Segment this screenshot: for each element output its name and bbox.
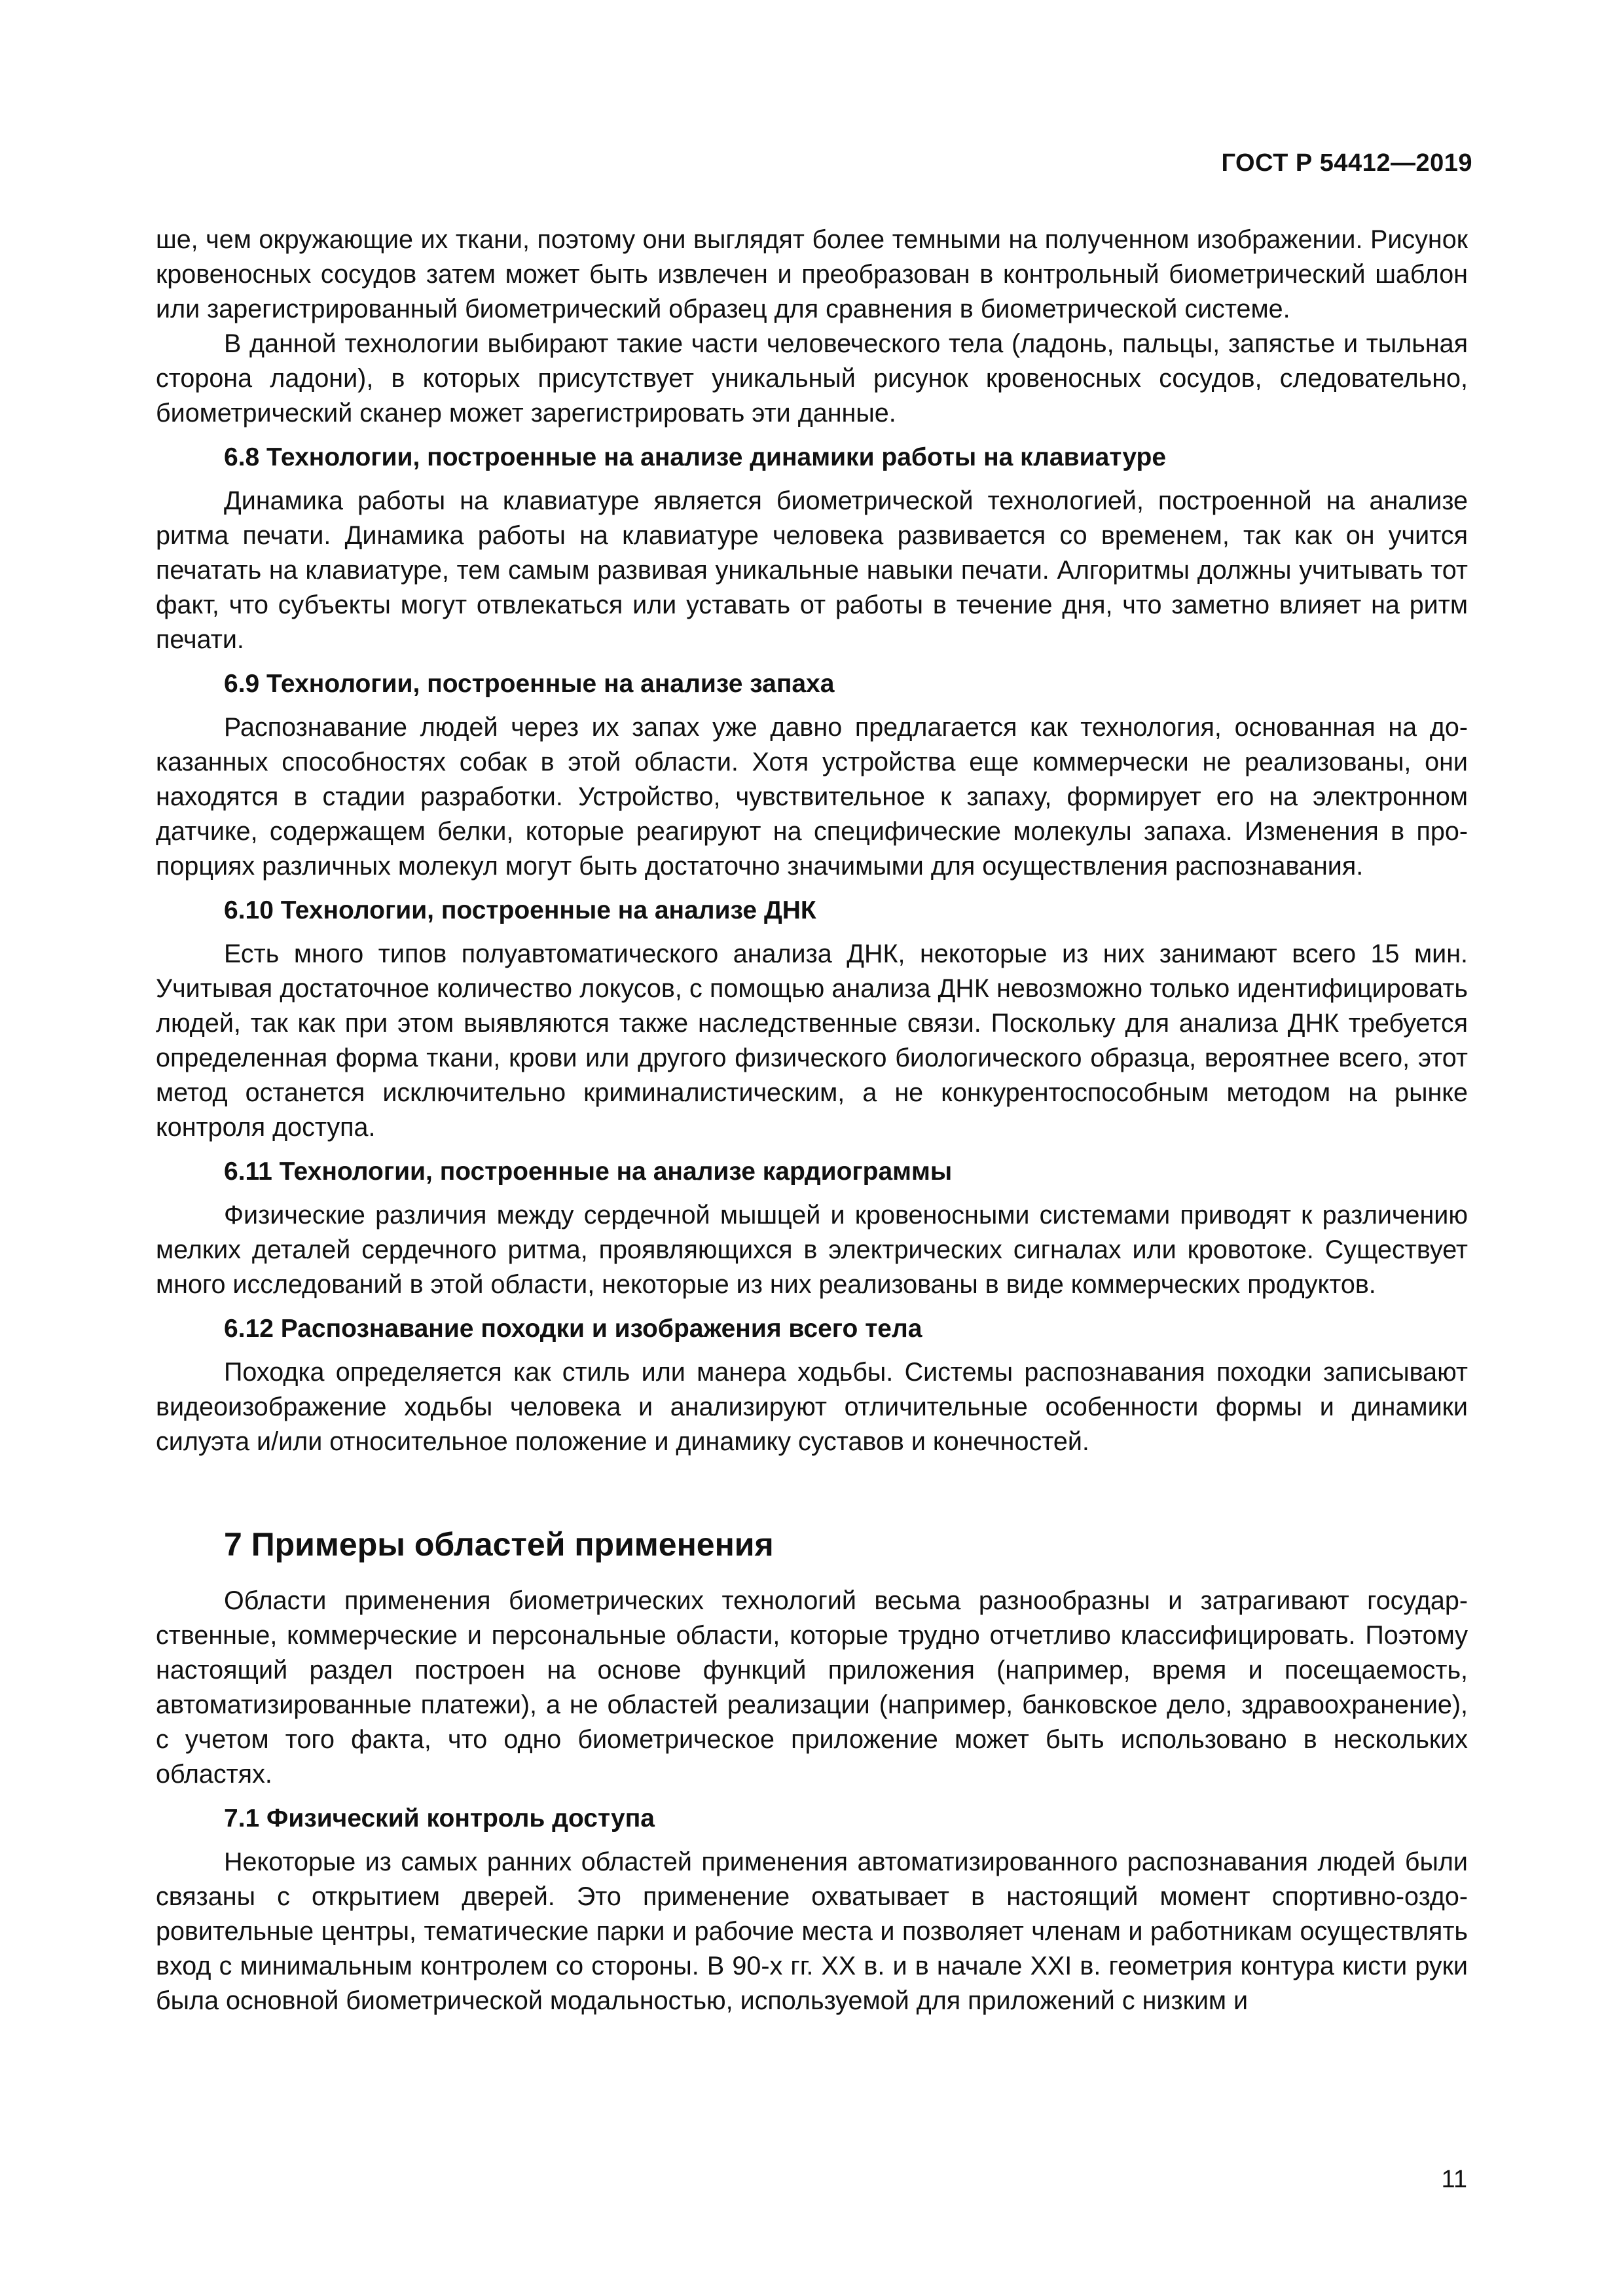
heading-6-8: 6.8 Технологии, построенные на анализе динамики работы на клавиатуре: [224, 443, 1167, 471]
heading-6-12: 6.12 Распознавание походки и изображения всего тела: [224, 1315, 922, 1343]
page-number: 11: [1441, 2166, 1467, 2193]
paragraph-intro-1: ше, чем окружающие их ткани, поэтому они выглядят более темными на полученном изображении. Рисунок кровеносных сосудов затем может быть извлечен и преобразован в контрольный биометрический шаблон или зарегистрированный биометрический образец для сравнения в биометрической системе.: [156, 225, 1468, 323]
heading-6-11: 6.11 Технологии, построенные на анализе кардиограммы: [224, 1157, 953, 1186]
heading-6-9: 6.9 Технологии, построенные на анализе запаха: [224, 670, 835, 698]
paragraph-6-12: Походка определяется как стиль или манера ходьбы. Системы распознавания походки записывают видеоизображение ходьбы человека и анализируют отличительные особенности формы и динамики силуэта и/или относительное положение и динамику суставов и конечностей.: [156, 1358, 1468, 1456]
paragraph-6-8: Динамика работы на клавиатуре является биометрической технологией, построенной на анализе ритма печати. Динамика работы на клавиатуре человека развивается со временем, так как он учится печатать на клавиатуре, тем самым развивая уникальные навыки печати. Алгоритмы должны учитывать тот факт, что субъекты могут отвлекаться или уставать от работы в течение дня, что заметно влияет на ритм печати.: [156, 486, 1468, 654]
paragraph-7-1: Некоторые из самых ранних областей применения автоматизированного распознавания людей были связаны с открытием дверей. Это применение охватывает в настоящий момент спортивно-оздоровительные центры, тематические парки и рабочие места и позволяет членам и работникам осуществлять вход с минимальным контролем со стороны. В 90-х гг. XX в. и в начале XXI в. геометрия контура кисти руки была основной биометрической модальностью, используемой для приложений с низким и: [156, 1848, 1468, 2015]
heading-7-1: 7.1 Физический контроль доступа: [224, 1804, 655, 1832]
document-code-header: ГОСТ Р 54412—2019: [1221, 149, 1472, 177]
paragraph-6-9: Распознавание людей через их запах уже давно предлагается как технология, основанная на доказанных способностях собак в этой области. Хотя устройства еще коммерчески не реализованы, они находятся в стадии разработки. Устройство, чувствительное к запаху, формирует его на электронном датчике, содержащем белки, которые реагируют на специфические молекулы запаха. Изменения в пропорциях различных молекул могут быть достаточно значимыми для осуществления распознавания.: [156, 713, 1468, 881]
paragraph-intro-2: В данной технологии выбирают такие части человеческого тела (ладонь, пальцы, запястье и тыльная сторона ладони), в которых присутствует уникальный рисунок кровеносных сосудов, следовательно, биометрический сканер может зарегистрировать эти данные.: [156, 329, 1468, 428]
section-title-7: 7 Примеры областей применения: [224, 1526, 774, 1563]
paragraph-7: Области применения биометрических технологий весьма разнообразны и затрагивают государственные, коммерческие и персональные области, которые трудно отчетливо классифицировать. Поэтому настоящий раздел построен на основе функций приложения (например, время и посещаемость, автоматизированные платежи), а не областей реализации (например, банковское дело, здравоохранение), с учетом того факта, что одно биометрическое приложение может быть использовано в нескольких областях.: [156, 1586, 1468, 1789]
paragraph-6-10: Есть много типов полуавтоматического анализа ДНК, некоторые из них занимают всего 15 мин. Учитывая достаточное количество локусов, с помощью анализа ДНК невозможно только идентифицировать людей, так как при этом выявляются также наследственные связи. Поскольку для анализа ДНК требуется определенная форма ткани, крови или другого физического биологического образца, вероятнее всего, этот метод останется исключительно криминалистическим, а не конкурентоспособным методом на рынке контроля доступа.: [156, 939, 1468, 1142]
paragraph-6-11: Физические различия между сердечной мышцей и кровеносными системами приводят к различению мелких деталей сердечного ритма, проявляющихся в электрических сигналах или кровотоке. Существует много исследований в этой области, некоторые из них реализованы в виде коммерческих продуктов.: [156, 1201, 1468, 1299]
heading-6-10: 6.10 Технологии, построенные на анализе ДНК: [224, 896, 816, 924]
document-body: [156, 223, 1468, 2018]
